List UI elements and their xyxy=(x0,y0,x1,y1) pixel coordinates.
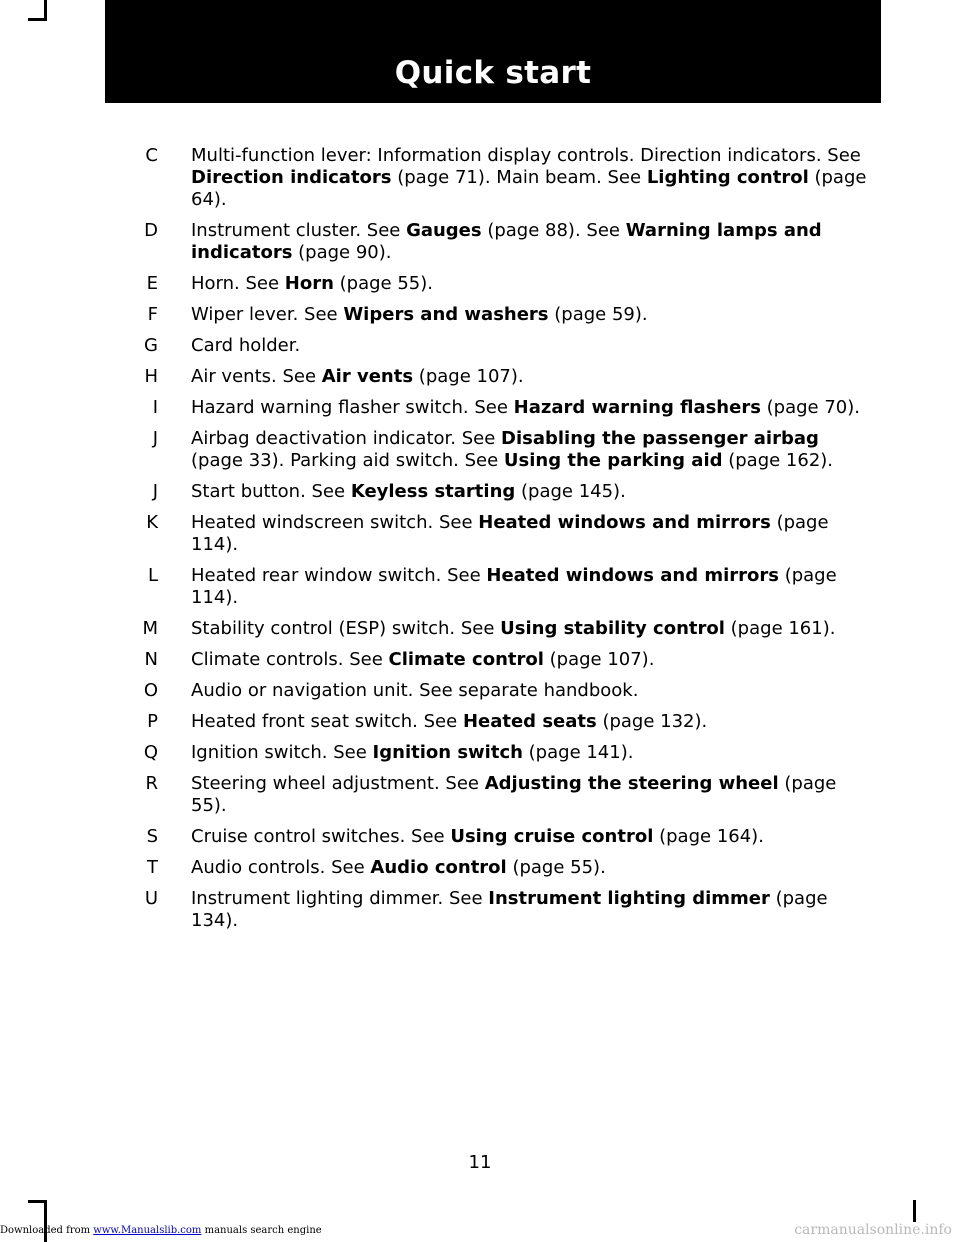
entry-letter: E xyxy=(146,273,158,294)
entry-text: (page 71). Main beam. See xyxy=(391,167,647,188)
entry-text: Heated rear window switch. See xyxy=(191,565,487,586)
legend-entry xyxy=(0,618,960,640)
entry-description xyxy=(191,512,871,556)
entry-letter: L xyxy=(147,565,158,586)
crop-mark xyxy=(913,1200,916,1222)
legend-entry xyxy=(0,888,960,932)
cross-reference: Using the parking aid xyxy=(503,450,723,471)
crop-mark xyxy=(28,1200,47,1203)
crop-mark xyxy=(28,18,47,21)
entry-letter: R xyxy=(145,773,158,794)
entry-text: (page 70). xyxy=(760,397,860,418)
entry-text: Instrument cluster. See xyxy=(191,220,407,241)
cross-reference: Hazard warning flashers xyxy=(513,397,761,418)
entry-description xyxy=(191,773,871,817)
entry-text: (page 114). xyxy=(191,512,829,555)
entry-letter: C xyxy=(145,145,158,166)
cross-reference: Climate control xyxy=(388,649,544,670)
legend-entry xyxy=(0,397,960,419)
entry-letter: T xyxy=(147,857,158,878)
entry-description xyxy=(191,618,871,640)
entry-text: (page 141). xyxy=(522,742,634,763)
legend-entry xyxy=(0,857,960,879)
legend-entry xyxy=(0,145,960,211)
entry-letter: M xyxy=(142,618,158,639)
entry-text: (page 107). xyxy=(543,649,655,670)
legend-entry xyxy=(0,680,960,702)
entry-letter: Q xyxy=(143,742,158,763)
legend-entry xyxy=(0,773,960,817)
entry-description xyxy=(191,649,871,671)
entry-description xyxy=(191,565,871,609)
entry-letter: S xyxy=(146,826,158,847)
entry-text: (page 114). xyxy=(191,565,837,608)
cross-reference: Keyless starting xyxy=(350,481,516,502)
entry-text: Stability control (ESP) switch. See xyxy=(191,618,501,639)
cross-reference: Wipers and washers xyxy=(343,304,549,325)
cross-reference: Disabling the passenger airbag xyxy=(501,428,819,449)
entry-letter: K xyxy=(146,512,158,533)
entry-description xyxy=(191,481,871,503)
watermark: carmanualsonline.info xyxy=(794,1222,952,1238)
entry-description xyxy=(191,335,871,357)
cross-reference: Warning lamps and indicators xyxy=(191,220,822,263)
legend-entry xyxy=(0,565,960,609)
entry-letter: U xyxy=(144,888,158,909)
entry-text: Horn. See xyxy=(191,273,285,294)
entry-description xyxy=(191,366,871,388)
entry-text: (page 132). xyxy=(596,711,708,732)
legend-entry xyxy=(0,826,960,848)
entry-letter: J xyxy=(152,428,158,449)
entry-text: Audio controls. See xyxy=(191,857,371,878)
entry-letter: I xyxy=(152,397,158,418)
entry-text: (page 55). xyxy=(333,273,433,294)
page-title: Quick start xyxy=(394,55,592,91)
cross-reference: Using cruise control xyxy=(450,826,654,847)
entry-description xyxy=(191,220,871,264)
entry-description xyxy=(191,680,871,702)
entry-text: (page 134). xyxy=(191,888,828,931)
cross-reference: Horn xyxy=(284,273,334,294)
cross-reference: Ignition switch xyxy=(372,742,523,763)
entry-description xyxy=(191,711,871,733)
entry-text: Card holder. xyxy=(191,335,301,356)
entry-description xyxy=(191,145,871,211)
legend-entry xyxy=(0,220,960,264)
entry-text: Airbag deactivation indicator. See xyxy=(191,428,502,449)
entry-description xyxy=(191,273,871,295)
entry-description xyxy=(191,304,871,326)
legend-list xyxy=(0,145,960,941)
cross-reference: Instrument lighting dimmer xyxy=(488,888,770,909)
entry-text: (page 162). xyxy=(722,450,834,471)
footer-suffix: manuals search engine xyxy=(201,1225,322,1236)
entry-text: (page 33). Parking aid switch. See xyxy=(191,450,504,471)
entry-text: (page 59). xyxy=(548,304,648,325)
legend-entry xyxy=(0,649,960,671)
entry-text: Multi-function lever: Information display controls. Direction indicators. See xyxy=(191,145,861,166)
cross-reference: Heated windows and mirrors xyxy=(486,565,779,586)
download-footer xyxy=(0,1225,322,1236)
legend-entry xyxy=(0,273,960,295)
entry-letter: O xyxy=(143,680,158,701)
legend-entry xyxy=(0,428,960,472)
entry-text: Hazard warning flasher switch. See xyxy=(191,397,514,418)
entry-text: Cruise control switches. See xyxy=(191,826,451,847)
entry-letter: J xyxy=(152,481,158,502)
legend-entry xyxy=(0,335,960,357)
legend-entry xyxy=(0,481,960,503)
entry-description xyxy=(191,857,871,879)
manualslib-link[interactable]: www.Manualslib.com xyxy=(93,1225,202,1236)
legend-entry xyxy=(0,512,960,556)
entry-letter: N xyxy=(144,649,158,670)
entry-text: Audio or navigation unit. See separate handbook. xyxy=(191,680,639,701)
cross-reference: Heated windows and mirrors xyxy=(478,512,771,533)
cross-reference: Adjusting the steering wheel xyxy=(484,773,779,794)
entry-text: Climate controls. See xyxy=(191,649,389,670)
entry-text: Steering wheel adjustment. See xyxy=(191,773,485,794)
entry-text: (page 107). xyxy=(413,366,524,387)
entry-description xyxy=(191,826,871,848)
entry-description xyxy=(191,888,871,932)
crop-mark xyxy=(44,0,47,20)
cross-reference: Air vents xyxy=(321,366,414,387)
entry-letter: H xyxy=(144,366,158,387)
legend-entry xyxy=(0,304,960,326)
entry-description xyxy=(191,397,871,419)
entry-text: (page 64). xyxy=(191,167,867,210)
entry-text: (page 88). See xyxy=(481,220,626,241)
entry-text: (page 161). xyxy=(724,618,836,639)
entry-text: Start button. See xyxy=(191,481,351,502)
entry-letter: P xyxy=(147,711,158,732)
entry-letter: D xyxy=(144,220,158,241)
entry-text: Air vents. See xyxy=(191,366,322,387)
legend-entry xyxy=(0,366,960,388)
entry-text: (page 164). xyxy=(653,826,764,847)
legend-entry xyxy=(0,742,960,764)
page-number: 11 xyxy=(468,1152,492,1173)
section-header xyxy=(105,0,881,103)
cross-reference: Heated seats xyxy=(462,711,597,732)
cross-reference: Audio control xyxy=(370,857,507,878)
cross-reference: Direction indicators xyxy=(191,167,392,188)
entry-text: Heated front seat switch. See xyxy=(191,711,463,732)
entry-text: (page 55). xyxy=(506,857,606,878)
entry-text: Heated windscreen switch. See xyxy=(191,512,479,533)
entry-description xyxy=(191,742,871,764)
entry-description xyxy=(191,428,871,472)
entry-text: Ignition switch. See xyxy=(191,742,373,763)
entry-text: (page 90). xyxy=(292,242,392,263)
entry-letter: G xyxy=(144,335,158,356)
entry-letter: F xyxy=(147,304,158,325)
cross-reference: Lighting control xyxy=(646,167,809,188)
cross-reference: Gauges xyxy=(406,220,482,241)
entry-text: Wiper lever. See xyxy=(191,304,344,325)
cross-reference: Using stability control xyxy=(500,618,725,639)
footer-prefix: Downloaded from xyxy=(0,1225,94,1236)
entry-text: (page 55). xyxy=(191,773,837,816)
entry-text: (page 145). xyxy=(515,481,626,502)
legend-entry xyxy=(0,711,960,733)
entry-text: Instrument lighting dimmer. See xyxy=(191,888,489,909)
